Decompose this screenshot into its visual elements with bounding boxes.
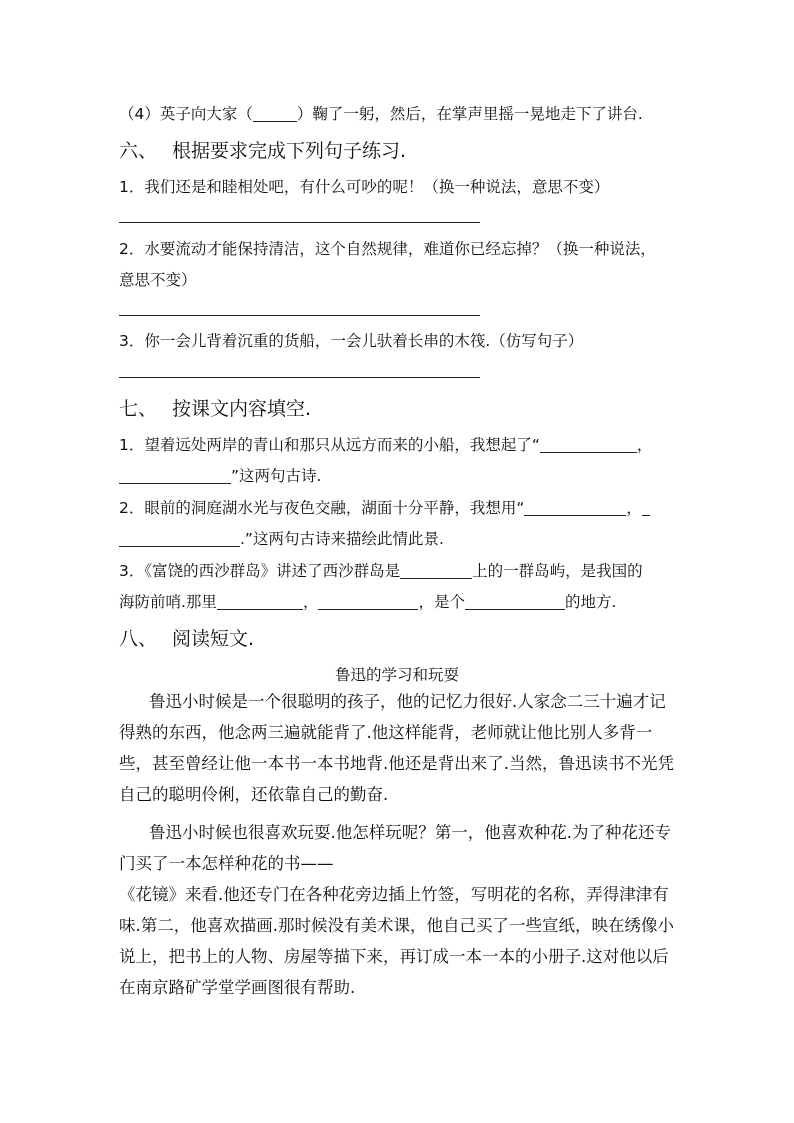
section-8-title: 阅读短文. xyxy=(172,628,255,650)
s7-q3-blank-1[interactable] xyxy=(400,562,472,579)
section-6-number: 六、 xyxy=(119,140,158,162)
s7-q1-comma: ， xyxy=(636,436,653,454)
s7-q3b-comma: ， xyxy=(302,593,319,611)
s7-q1-pre: 1．望着远处两岸的青山和那只从远方而来的小船，我想起了“ xyxy=(119,436,540,454)
s6-question-2-line-2: 意思不变） xyxy=(119,271,197,289)
s6-question-2-line-1: 2．水要流动才能保持清洁，这个自然规律，难道你已经忘掉？（换一种说法， xyxy=(119,240,656,258)
s5-q4-post: ）鞠了一躬，然后，在掌声里摇一晃地走下了讲台. xyxy=(296,105,643,123)
s6-q2-answer-line[interactable] xyxy=(119,315,480,316)
section-6-title: 根据要求完成下列句子练习. xyxy=(172,140,407,162)
s7-q1-post: ”这两句古诗. xyxy=(231,467,322,485)
s7-q2-pre: 2．眼前的洞庭湖水光与夜色交融，湖面十分平静，我想用“ xyxy=(119,499,525,517)
s7-q1-blank-1[interactable] xyxy=(540,436,637,453)
passage-paragraph-2-part-2: 《花镜》来看.他还专门在各种花旁边插上竹签，写明花的名称，弄得津津有味.第二，他喜欢描画.那时候没有美术课，他自己买了一些宣纸，映在绣像小说上，把书上的人物、房屋等描下来，再订成一本一本的小册子.这对他以后在南京路矿学堂学画图很有帮助. xyxy=(119,885,674,997)
passage-title: 鲁迅的学习和玩耍 xyxy=(334,666,459,684)
s7-question-3-line-2 xyxy=(119,592,616,612)
s5-question-4 xyxy=(119,104,643,124)
section-8-number: 八、 xyxy=(119,628,158,650)
s7-question-2-line-1 xyxy=(119,498,650,518)
s6-q3-answer-line[interactable] xyxy=(119,377,480,378)
s7-q3b-post: 的地方. xyxy=(564,593,617,611)
s7-question-3-line-1 xyxy=(119,561,643,581)
s6-q1-answer-line[interactable] xyxy=(119,222,480,223)
s7-question-2-line-2 xyxy=(119,529,444,549)
passage-paragraph-2-part-1: 鲁迅小时候也很喜欢玩耍.他怎样玩呢？第一，他喜欢种花.为了种花还专门买了一本怎样种花的书—— xyxy=(119,823,671,873)
s7-question-1-line-1 xyxy=(119,435,652,455)
s6-question-3: 3．你一会儿背着沉重的货船，一会儿驮着长串的木筏.（仿写句子） xyxy=(119,332,584,350)
section-7-heading xyxy=(119,397,311,421)
s7-q2-blank-1b[interactable] xyxy=(642,499,650,516)
s7-q1-blank-2[interactable] xyxy=(119,467,231,484)
s7-q2-blank-1[interactable] xyxy=(524,499,626,516)
section-7-number: 七、 xyxy=(119,398,158,420)
passage-paragraph-1: 鲁迅小时候是一个很聪明的孩子，他的记忆力很好.人家念二三十遍才记得熟的东西，他念两三遍就能背了.他这样能背，老师就让他比别人多背一些，甚至曾经让他一本书一本书地背.他还是背出来了.当然，鲁迅读书不光凭自己的聪明伶俐，还依靠自己的勤奋. xyxy=(119,692,674,804)
s5-q4-blank[interactable] xyxy=(253,105,297,122)
s7-q3-blank-2[interactable] xyxy=(217,593,303,610)
s7-question-1-line-2 xyxy=(119,466,321,486)
s7-q2-post: .”这两句古诗来描绘此情此景. xyxy=(240,530,444,548)
s7-q2-blank-2[interactable] xyxy=(119,530,240,547)
s7-q2-comma: ， xyxy=(626,499,642,517)
section-6-heading xyxy=(119,139,406,163)
s6-question-1: 1．我们还是和睦相处吧，有什么可吵的呢！（换一种说法，意思不变） xyxy=(119,178,610,196)
s7-q3b-pre: 海防前哨.那里 xyxy=(119,593,217,611)
section-8-heading xyxy=(119,627,254,651)
s5-q4-pre: （4）英子向大家（ xyxy=(119,105,253,123)
s7-q3b-mid: ，是个 xyxy=(418,593,465,611)
s7-q3-blank-4[interactable] xyxy=(465,593,565,610)
s7-q3-post: 上的一群岛屿，是我国的 xyxy=(472,562,643,580)
s7-q3-pre: 3．《富饶的西沙群岛》讲述了西沙群岛是 xyxy=(119,562,401,580)
s7-q3-blank-3[interactable] xyxy=(318,593,418,610)
section-7-title: 按课文内容填空. xyxy=(172,398,312,420)
